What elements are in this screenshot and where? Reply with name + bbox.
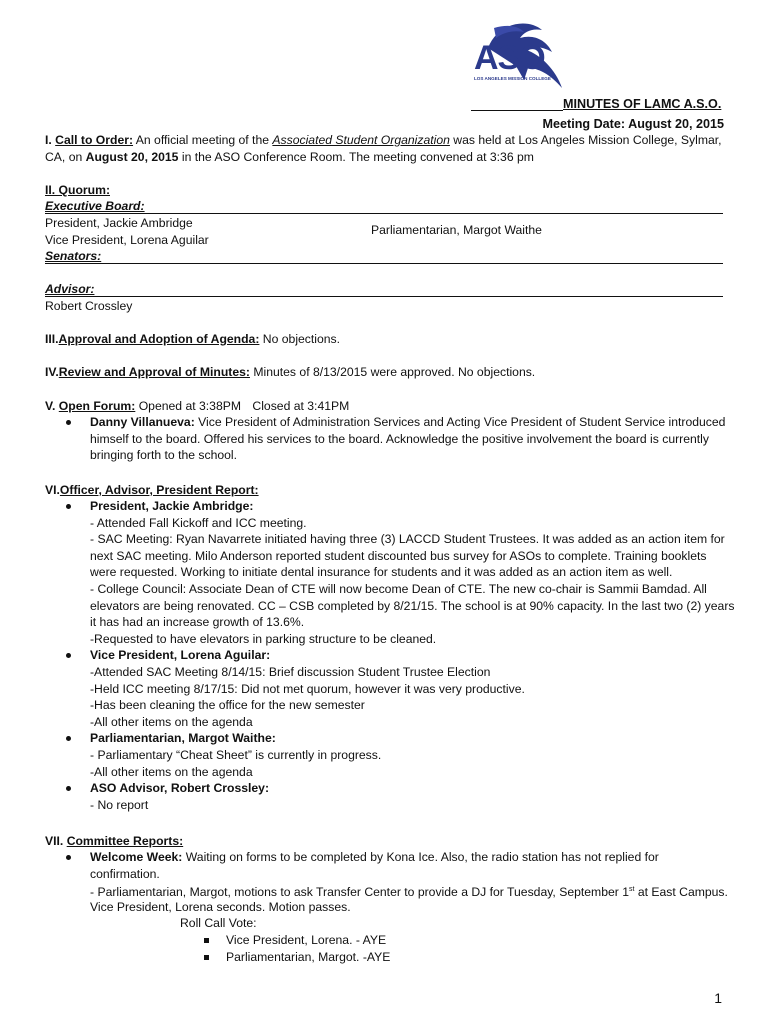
senators-rule (45, 263, 723, 264)
president-name: President, Jackie Ambridge (45, 216, 193, 230)
advisor-name: Robert Crossley (45, 299, 133, 313)
advisor-label: Advisor: (45, 282, 95, 296)
roll-call-label: Roll Call Vote: (180, 916, 257, 930)
section-call-to-order-line2: CA, on August 20, 2015 in the ASO Conference Room. The meeting convened at 3:36 pm (45, 150, 534, 164)
section-minutes: IV.Review and Approval of Minutes: Minutes of 8/13/2015 were approved. No objections. (45, 365, 536, 379)
meeting-date: Meeting Date: August 20, 2015 (542, 117, 724, 131)
list-item: Vice President, Lorena Aguilar: -Attended SAC Meeting 8/14/15: Brief discussion Student Trustee Election -Held ICC meeting 8/17/15: Did not met quorum, however it was very productive. -Has been cleaning the office for the new semester -All other items on the agenda (90, 647, 735, 730)
list-item: ASO Advisor, Robert Crossley: - No report (90, 780, 735, 813)
page-number: 1 (714, 990, 722, 1006)
section-call-to-order: I. Call to Order: An official meeting of the Associated Student Organization was held at Los Angeles Mission College, Sylmar, (45, 133, 722, 147)
list-item: Welcome Week: Waiting on forms to be completed by Kona Ice. Also, the radio station has not replied for confirmation. (90, 849, 735, 882)
vice-president-name: Vice President, Lorena Aguilar (45, 233, 209, 247)
bullet-icon (66, 736, 71, 741)
list-item: President, Jackie Ambridge: - Attended Fall Kickoff and ICC meeting. - SAC Meeting: Ryan Navarrete initiated having three (3) LACCD Student Trustees. It was added as an action item for next SAC meeting. Milo Anderson reported student discounted bus survey for ASOs to complete. Training booklets were requested. Working to initiate dental insurance for students and it was added as an action item as well. - College Council: Associate Dean of CTE will now become Dean of CTE. The new co-chair is Sammii Bamdad. All elevators are being renovated. CC – CSB completed by 8/21/15. The school is at 90% capacity. In the last two (2) years it has had an increase growth of 13.6%. -Requested to have elevators in parking structure to be cleaned. (90, 498, 735, 647)
list-item: Parliamentarian, Margot. -AYE (226, 949, 626, 966)
list-item: Parliamentarian, Margot Waithe: - Parliamentary “Cheat Sheet” is currently in progress. -All other items on the agenda (90, 730, 735, 780)
bullet-icon (66, 786, 71, 791)
section-agenda: III.Approval and Adoption of Agenda: No objections. (45, 332, 341, 346)
aso-logo (468, 18, 564, 100)
list-item: Danny Villanueva: Vice President of Administration Services and Acting Vice President of Student Service introduced himself to the board. Offered his services to the board. Acknowledge the positive involvement the board is currently bringing forth to the school. (90, 414, 730, 464)
square-bullet-icon (204, 955, 209, 960)
bullet-icon (66, 855, 71, 860)
list-item: Vice President, Lorena. - AYE (226, 932, 626, 949)
senators-label: Senators: (45, 249, 102, 263)
open-forum-list (90, 414, 730, 464)
bullet-icon (66, 504, 71, 509)
motion-line-1: - Parliamentarian, Margot, motions to ask Transfer Center to provide a DJ for Tuesday, September 1st at East Campus. (90, 885, 728, 900)
committee-list (90, 849, 735, 882)
call-to-order-heading: Call to Order: (55, 133, 134, 147)
square-bullet-icon (204, 938, 209, 943)
bullet-icon (66, 653, 71, 658)
motion-line-2: Vice President, Lorena seconds. Motion passes. (90, 900, 351, 914)
title-underline (471, 110, 563, 111)
section-open-forum: V. Open Forum: Opened at 3:38PM Closed at 3:41PM (45, 399, 350, 413)
bullet-icon (66, 420, 71, 425)
advisor-rule (45, 296, 723, 297)
page-title: MINUTES OF LAMC A.S.O. (563, 97, 722, 111)
parliamentarian-name: Parliamentarian, Margot Waithe (371, 223, 542, 237)
exec-board-rule (45, 213, 723, 214)
logo-text: ASO (474, 39, 545, 77)
logo-subtext: LOS ANGELES MISSION COLLEGE (474, 76, 551, 81)
section-reports: VI.Officer, Advisor, President Report: (45, 483, 259, 497)
executive-board-label: Executive Board: (45, 199, 145, 213)
vote-list (226, 932, 626, 965)
section-committee-reports: VII. Committee Reports: (45, 834, 184, 848)
officer-report-list (90, 498, 735, 813)
quorum-heading: II. Quorum: (45, 183, 110, 197)
